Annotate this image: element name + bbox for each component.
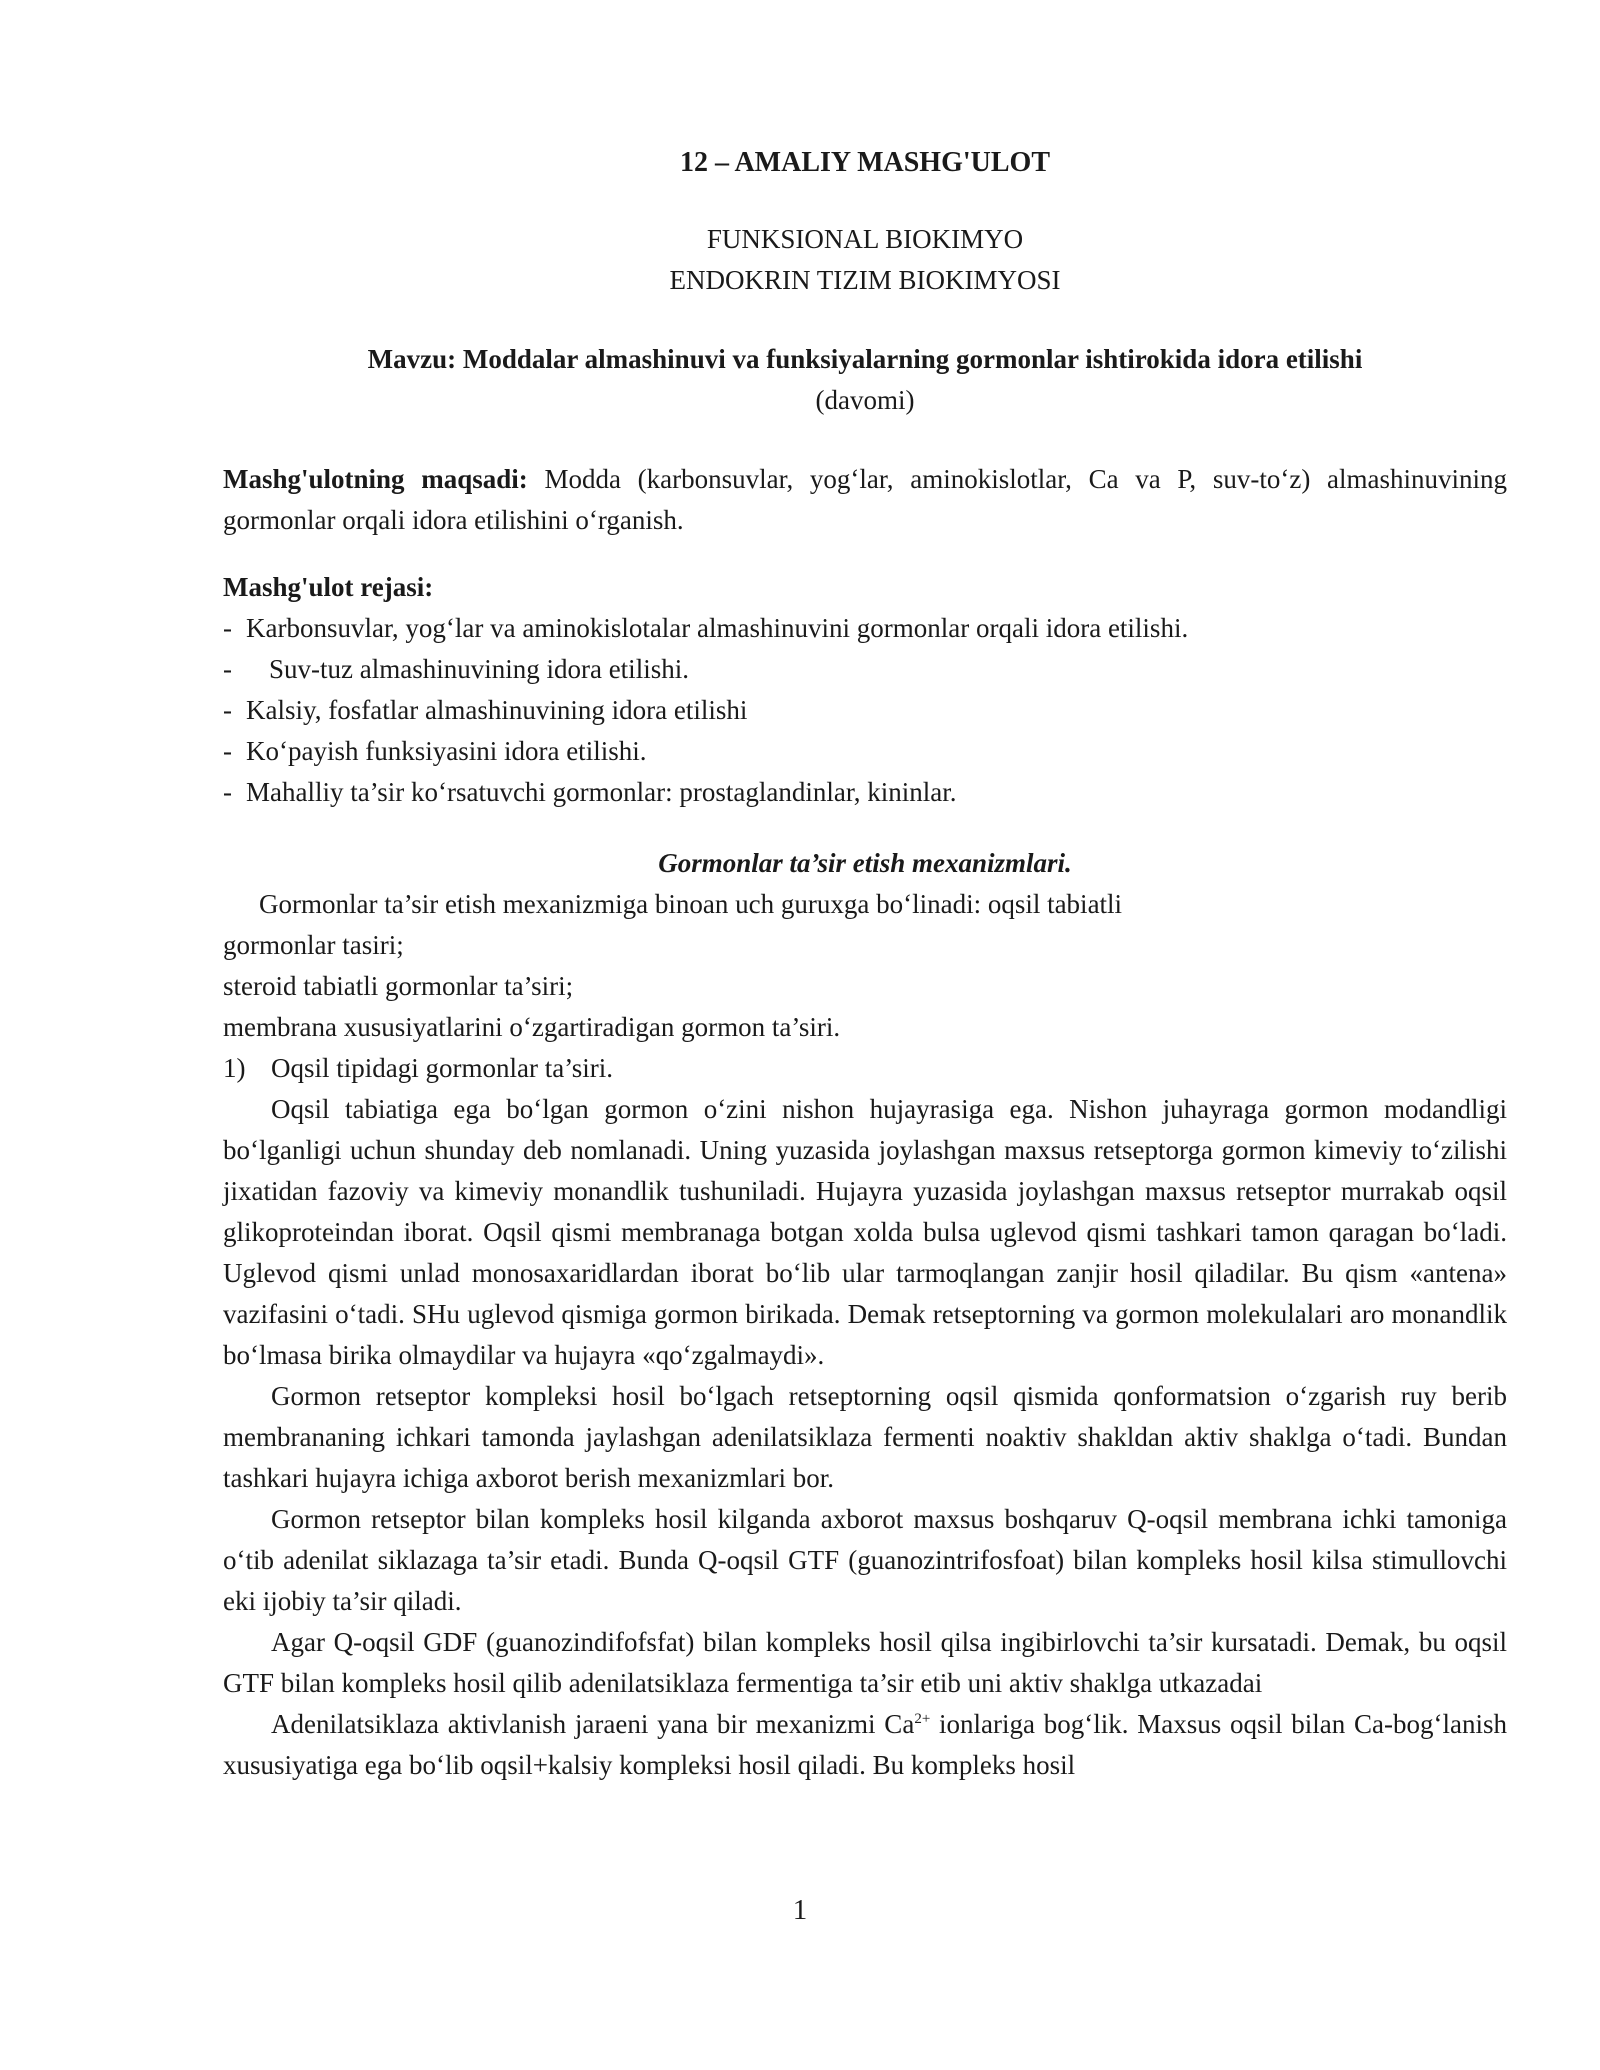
numbered-item-label: 1) bbox=[223, 1053, 246, 1083]
subtitle-line-1: FUNKSIONAL BIOKIMYO bbox=[706, 224, 1024, 254]
goal-paragraph bbox=[223, 459, 1507, 541]
plan-item-text: Ko‘payish funksiyasini idora etilishi. bbox=[246, 736, 647, 766]
numbered-item bbox=[223, 1048, 1507, 1089]
calcium-charge-superscript: 2+ bbox=[914, 1711, 931, 1727]
plan-item bbox=[223, 731, 1507, 772]
goal-text: Modda (karbonsuvlar, yog‘lar, aminokislotlar, Ca va P, suv-to‘z) almashinuvining gormonlar orqali idora etilishini o‘rganish. bbox=[223, 464, 1508, 535]
plan-item-dash: - bbox=[223, 654, 232, 684]
plan-item-dash: - bbox=[223, 736, 232, 766]
body-paragraph-1: Oqsil tabiatiga ega bo‘lgan gormon o‘zini nishon hujayrasiga ega. Nishon juhayraga gormon modandligi bo‘lganligi uchun shunday deb nomlanadi. Uning yuzasida joylashgan maxsus retseptorga gormon kimeviy to‘zilishi jixatidan fazoviy va kimeviy monandlik tushuniladi. Hujayra yuzasida joylashgan maxsus retseptor murrakab oqsil glikoproteindan iborat. Oqsil qismi membranaga botgan xolda bulsa uglevod qismi tashkari tamon qaragan bo‘ladi. Uglevod qismi unlad monosaxaridlardan iborat bo‘lib ular tarmoqlangan zanjir hosil qiladilar. Bu qism «antena» vazifasini o‘tadi. SHu uglevod qismiga gormon birikada. Demak retseptorning va gormon molekulalari aro monandlik bo‘lmasa birika olmaydilar va hujayra «qo‘zgalmaydi». bbox=[223, 1094, 1507, 1370]
page-content bbox=[223, 142, 1507, 1786]
plan-item bbox=[223, 690, 1507, 731]
plan-item-text: Suv-tuz almashinuvining idora etilishi. bbox=[269, 654, 689, 684]
subtitle-line-2: ENDOKRIN TIZIM BIOKIMYOSI bbox=[669, 265, 1061, 295]
body-paragraph-5-end: ionlariga bog‘lik. Maxsus oqsil bilan Ca-bog‘lanish xususiyatiga ega bo‘lib oqsil+kalsiy kompleksi hosil qiladi. Bu kompleks hosil bbox=[223, 1709, 1507, 1780]
intro-line-2: gormonlar tasiri; bbox=[223, 930, 404, 960]
page-title: 12 – AMALIY MASHG'ULOT bbox=[680, 147, 1050, 178]
topic-block bbox=[223, 339, 1507, 421]
numbered-item-text: Oqsil tipidagi gormonlar ta’siri. bbox=[271, 1053, 613, 1083]
plan-item-dash: - bbox=[223, 777, 232, 807]
plan-heading: Mashg'ulot rejasi: bbox=[223, 572, 434, 602]
plan-item-text: Kalsiy, fosfatlar almashinuvining idora etilishi bbox=[246, 695, 748, 725]
topic-heading bbox=[223, 339, 1507, 380]
body-paragraph-5-start: Adenilatsiklaza aktivlanish jaraeni yana bir mexanizmi Ca bbox=[271, 1709, 915, 1739]
body-paragraph-5 bbox=[223, 1704, 1507, 1786]
topic-text: Mavzu: Moddalar almashinuvi va funksiyalarning gormonlar ishtirokida idora etilishi bbox=[367, 344, 1363, 374]
goal-label: Mashg'ulotning maqsadi: bbox=[223, 464, 528, 494]
topic-note: (davomi) bbox=[815, 385, 915, 415]
plan-item-dash: - bbox=[223, 613, 232, 643]
plan-item bbox=[223, 772, 1507, 813]
intro-line-1: Gormonlar ta’sir etish mexanizmiga binoan uch guruxga bo‘linadi: oqsil tabiatli bbox=[259, 889, 1123, 919]
plan-item bbox=[223, 649, 1507, 690]
intro-line-4: membrana xususiyatlarini o‘zgartiradigan gormon ta’siri. bbox=[223, 1012, 841, 1042]
body-paragraph-4: Agar Q-oqsil GDF (guanozindifofsfat) bilan kompleks hosil qilsa ingibirlovchi ta’sir kursatadi. Demak, bu oqsil GTF bilan kompleks hosil qilib adenilatsiklaza fermentiga ta’sir etib uni aktiv shaklga utkazadai bbox=[223, 1627, 1507, 1698]
page-number: 1 bbox=[792, 1894, 808, 1926]
body-paragraph-3: Gormon retseptor bilan kompleks hosil kilganda axborot maxsus boshqaruv Q-oqsil membrana ichki tamoniga o‘tib adenilat siklazaga ta’sir etadi. Bunda Q-oqsil GTF (guanozintrifosfoat) bilan kompleks hosil kilsa stimullovchi eki ijobiy ta’sir qiladi. bbox=[223, 1504, 1507, 1616]
subtitle-block bbox=[223, 219, 1507, 301]
plan-item-text: Mahalliy ta’sir ko‘rsatuvchi gormonlar: prostaglandinlar, kininlar. bbox=[246, 777, 957, 807]
plan-item-dash: - bbox=[223, 695, 232, 725]
section-heading: Gormonlar ta’sir etish mexanizmlari. bbox=[658, 848, 1072, 878]
intro-line-3: steroid tabiatli gormonlar ta’siri; bbox=[223, 971, 574, 1001]
plan-item-text: Karbonsuvlar, yog‘lar va aminokislotalar almashinuvini gormonlar orqali idora etilishi. bbox=[246, 613, 1189, 643]
plan-item bbox=[223, 608, 1507, 649]
body-paragraph-2: Gormon retseptor kompleksi hosil bo‘lgach retseptorning oqsil qismida qonformatsion o‘zgarish ruy berib membrananing ichkari tamonda jaylashgan adenilatsiklaza fermenti noaktiv shakldan aktiv shaklga o‘tadi. Bundan tashkari hujayra ichiga axborot berish mexanizmlari bor. bbox=[223, 1381, 1507, 1493]
plan-list bbox=[223, 608, 1507, 813]
